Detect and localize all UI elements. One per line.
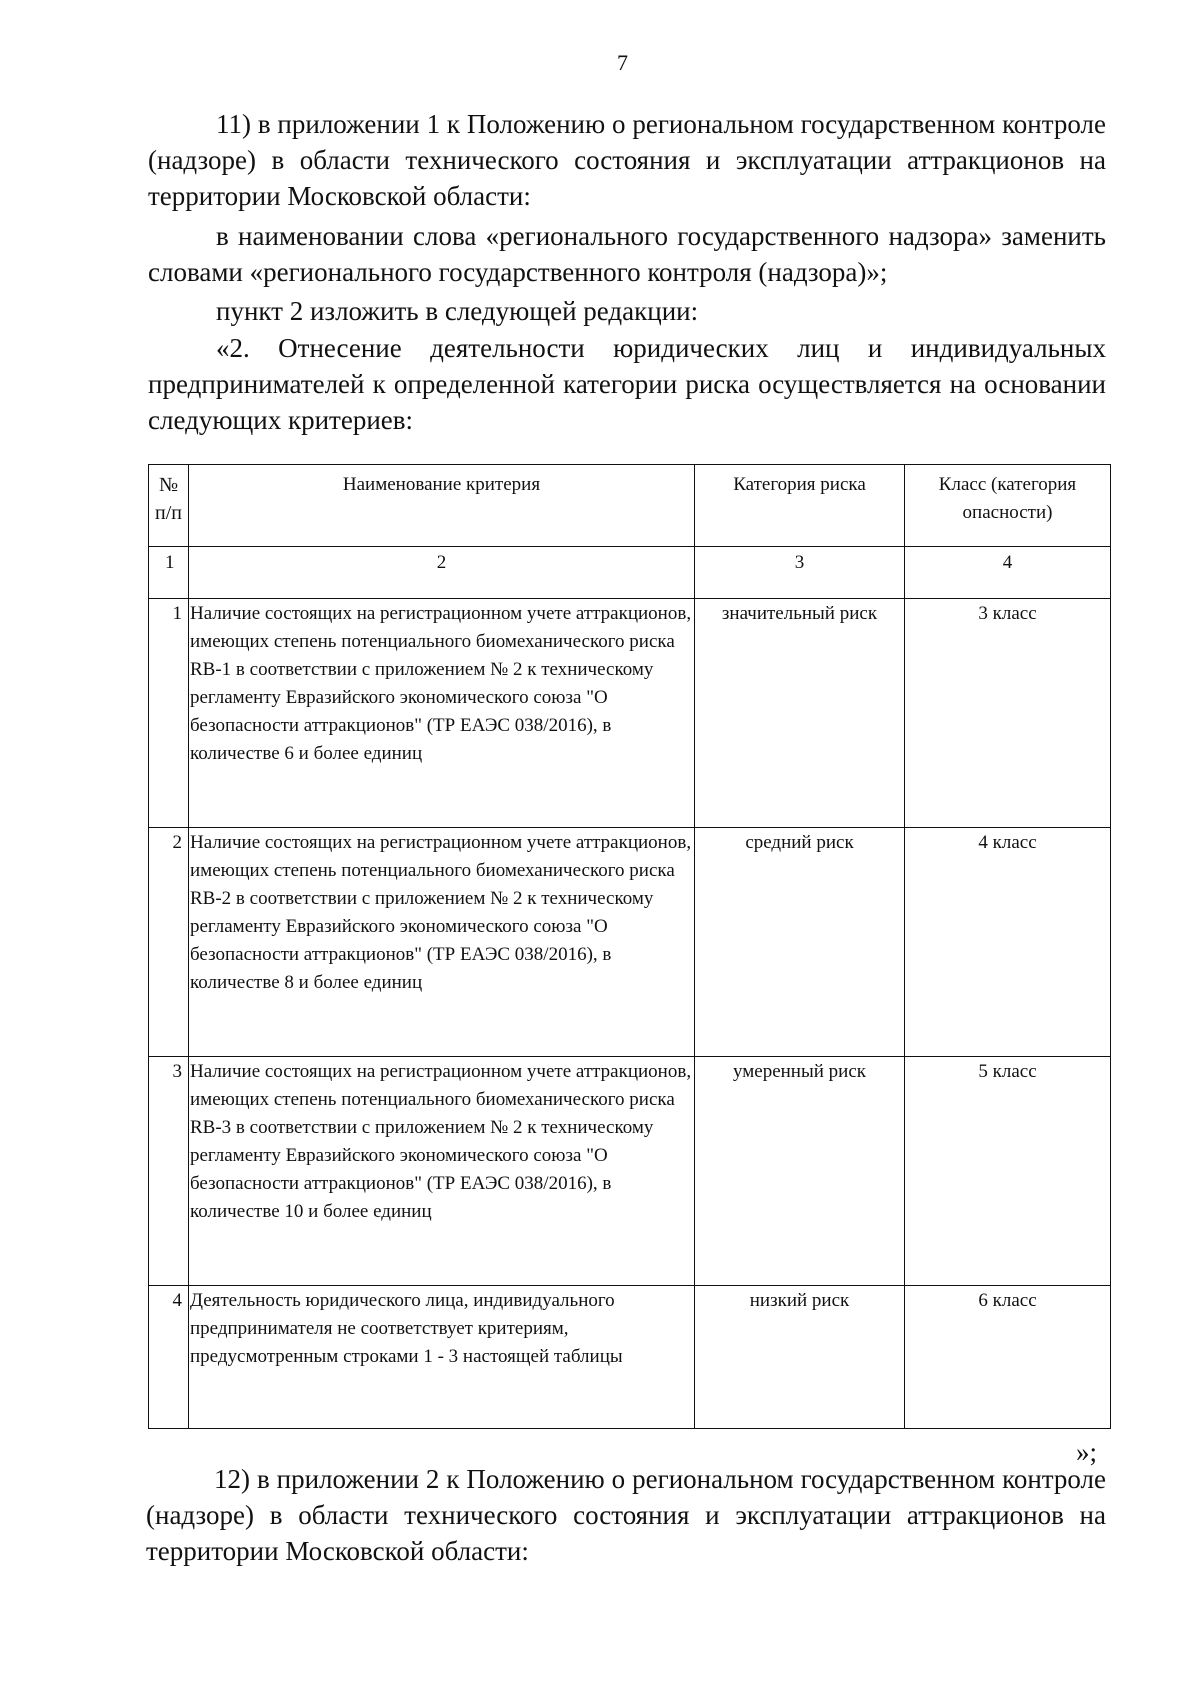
row-criterion: Деятельность юридического лица, индивидуального предпринимателя не соответствует критериям, предусмотренным строками 1 - 3 настоящей таблицы: [189, 1286, 695, 1429]
row-number: 3: [149, 1057, 189, 1286]
table-row: [149, 1057, 1111, 1286]
row-criterion: Наличие состоящих на регистрационном учете аттракционов, имеющих степень потенциального биомеханического риска RB-2 в соответствии с приложением № 2 к техническому регламенту Евразийского экономического союза "О безопасности аттракционов" (ТР ЕАЭС 038/2016), в количестве 8 и более единиц: [189, 828, 695, 1057]
row-number: 2: [149, 828, 189, 1057]
paragraph-point-2-text: «2. Отнесение деятельности юридических лиц и индивидуальных предпринимателей к определенной категории риска осуществляется на основании следующих критериев:: [148, 333, 1106, 435]
paragraph-item-12: 12) в приложении 2 к Положению о региональном государственном контроле (надзоре) в области технического состояния и эксплуатации аттракционов на территории Московской области:: [146, 1464, 1106, 1566]
row-hazard-class: 4 класс: [905, 828, 1111, 1057]
table-row: [149, 828, 1111, 1057]
closing-quote: »;: [1075, 1437, 1097, 1467]
row-number: 4: [149, 1286, 189, 1429]
column-number: 4: [905, 547, 1111, 599]
risk-criteria-table: [148, 464, 1111, 1429]
header-number: № п/п: [149, 465, 189, 547]
row-risk-category: значительный риск: [695, 599, 905, 828]
header-category: Категория риска: [695, 465, 905, 547]
row-risk-category: низкий риск: [695, 1286, 905, 1429]
page-number: 7: [617, 50, 628, 75]
row-hazard-class: 3 класс: [905, 599, 1111, 828]
row-criterion: Наличие состоящих на регистрационном учете аттракционов, имеющих степень потенциального биомеханического риска RB-1 в соответствии с приложением № 2 к техническому регламенту Евразийского экономического союза "О безопасности аттракционов" (ТР ЕАЭС 038/2016), в количестве 6 и более единиц: [189, 599, 695, 828]
column-number: 1: [149, 547, 189, 599]
row-hazard-class: 6 класс: [905, 1286, 1111, 1429]
table-row: [149, 1286, 1111, 1429]
row-hazard-class: 5 класс: [905, 1057, 1111, 1286]
column-number-row: [149, 547, 1111, 599]
header-criterion: Наименование критерия: [189, 465, 695, 547]
header-class: Класс (категория опасности): [905, 465, 1111, 547]
column-number: 3: [695, 547, 905, 599]
row-risk-category: умеренный риск: [695, 1057, 905, 1286]
paragraph-point-2-instruction: пункт 2 изложить в следующей редакции:: [216, 296, 699, 326]
paragraph-item-11: 11) в приложении 1 к Положению о региональном государственном контроле (надзоре) в области технического состояния и эксплуатации аттракционов на территории Московской области:: [148, 109, 1106, 211]
row-number: 1: [149, 599, 189, 828]
column-number: 2: [189, 547, 695, 599]
paragraph-rename-instruction: в наименовании слова «регионального государственного надзора» заменить словами «регионального государственного контроля (надзора)»;: [148, 221, 1106, 287]
row-risk-category: средний риск: [695, 828, 905, 1057]
row-criterion: Наличие состоящих на регистрационном учете аттракционов, имеющих степень потенциального биомеханического риска RB-3 в соответствии с приложением № 2 к техническому регламенту Евразийского экономического союза "О безопасности аттракционов" (ТР ЕАЭС 038/2016), в количестве 10 и более единиц: [189, 1057, 695, 1286]
table-row: [149, 599, 1111, 828]
table-header-row: [149, 465, 1111, 547]
